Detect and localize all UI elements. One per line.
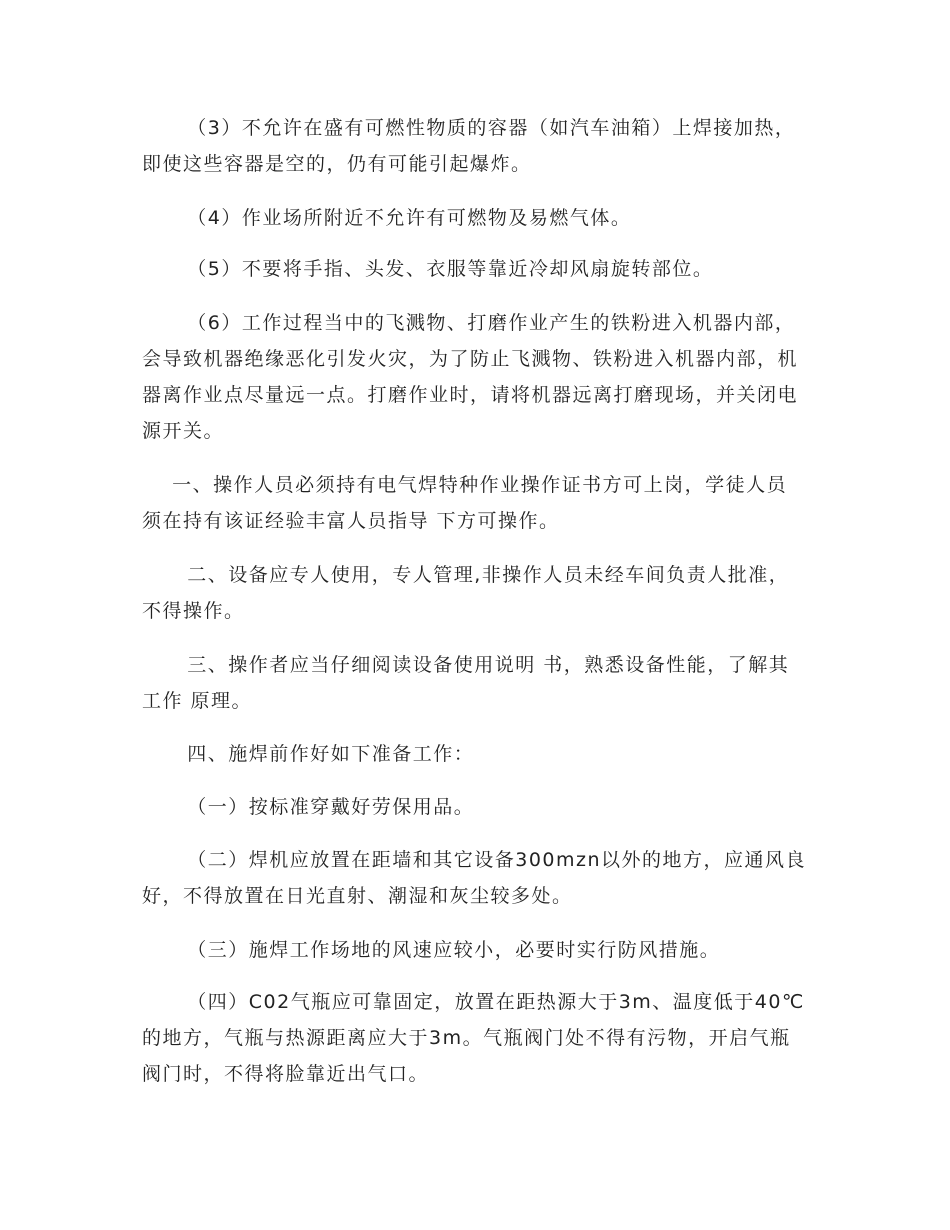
section-2: 二、设备应专人使用，专人管理,非操作人员未经车间负责人批准，不得操作。 xyxy=(142,564,790,622)
paragraph-5: （5）不要将手指、头发、衣服等靠近冷却风扇旋转部位。 xyxy=(187,258,714,280)
item-1: （一）按标准穿戴好劳保用品。 xyxy=(187,796,475,818)
paragraph-3: （3）不允许在盛有可燃性物质的容器（如汽车油箱）上焊接加热，即使这些容器是空的，仍有可能引起爆炸。 xyxy=(142,117,796,175)
item-4: （四）C02气瓶应可靠固定，放置在距热源大于3m、温度低于40℃的地方，气瓶与热源距离应大于3m。气瓶阀门处不得有污物，开启气瓶阀门时，不得将脸靠近出气口。 xyxy=(142,991,805,1085)
section-3: 三、操作者应当仔细阅读设备使用说明 书，熟悉设备性能，了解其工作 原理。 xyxy=(142,654,790,712)
paragraph-4: （4）作业场所附近不允许有可燃物及易燃气体。 xyxy=(187,207,632,229)
section-1: 一、操作人员必须持有电气焊特种作业操作证书方可上岗，学徒人员须在持有该证经验丰富人员指导 下方可操作。 xyxy=(142,474,788,532)
item-2: （二）焊机应放置在距墙和其它设备300mzn以外的地方，应通风良好，不得放置在日光直射、潮湿和灰尘较多处。 xyxy=(142,849,807,907)
section-4: 四、施焊前作好如下准备工作： xyxy=(187,743,475,765)
paragraph-6: （6）工作过程当中的飞溅物、打磨作业产生的铁粉进入机器内部，会导致机器绝缘恶化引发火灾，为了防止飞溅物、铁粉进入机器内部，机器离作业点尽量远一点。打磨作业时，请将机器远离打磨现场，并关闭电源开关。 xyxy=(142,312,799,442)
item-3: （三）施焊工作场地的风速应较小，必要时实行防风措施。 xyxy=(187,939,721,961)
